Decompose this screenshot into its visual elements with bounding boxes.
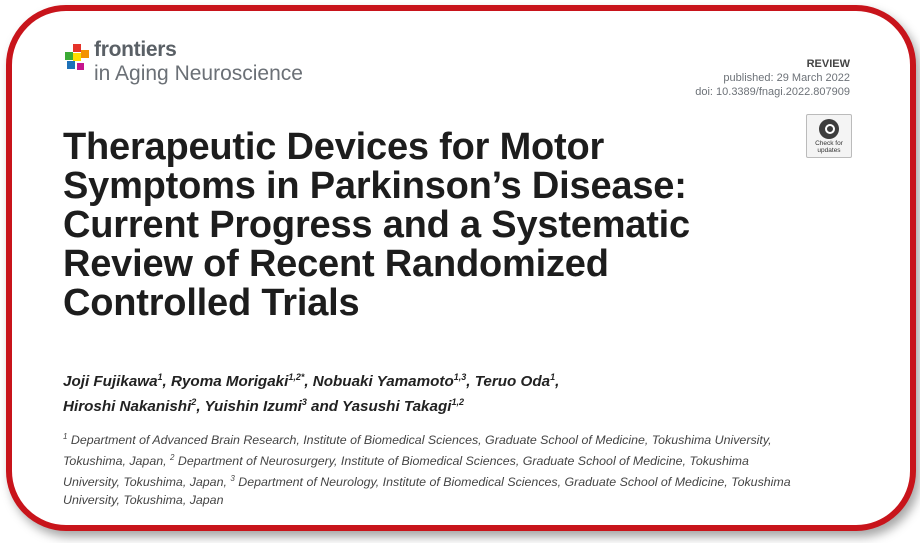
author-affiliation-marker: 1,2 — [451, 397, 464, 408]
affiliation-text: Department of Advanced Brain Research, Institute of Biomedical Sciences, Graduate School of Medicine, Tokushima University, Tokushima, Japan, — [63, 433, 772, 469]
brand-name: frontiers — [94, 38, 177, 61]
affiliation-text: Department of Neurology, Institute of Biomedical Sciences, Graduate School of Medicine, Tokushima University, Tokushima, Japan — [63, 475, 791, 508]
author-name[interactable]: Ryoma Morigaki — [171, 373, 289, 391]
frontiers-logo-icon — [64, 44, 90, 74]
doi[interactable]: doi: 10.3389/fnagi.2022.807909 — [695, 86, 850, 98]
affiliations — [63, 428, 803, 509]
author-name[interactable]: Joji Fujikawa — [63, 373, 158, 391]
author-affiliation-marker: 1 — [550, 372, 556, 382]
affiliation-marker: 2 — [170, 453, 175, 463]
author-affiliation-marker: 1,3 — [453, 372, 467, 382]
affiliation-marker: 3 — [230, 474, 235, 484]
author-affiliation-marker: 1,2* — [288, 372, 305, 382]
author-name[interactable]: Yuishin Izumi — [204, 398, 302, 416]
journal-name: in Aging Neuroscience — [94, 62, 303, 85]
author-name[interactable]: Teruo Oda — [474, 373, 551, 391]
author-name[interactable]: Hiroshi Nakanishi — [63, 398, 192, 416]
affiliation-text: Department of Neurosurgery, Institute of Biomedical Sciences, Graduate School of Medicine, Tokushima University, Tokushima, Japan, — [63, 454, 749, 490]
affiliation-marker: 1 — [63, 432, 68, 441]
article-title: Therapeutic Devices for Motor Symptoms in Parkinson’s Disease: Current Progress and a Systematic Review of Recent Randomized Controlled Trials — [63, 126, 690, 324]
article-type: REVIEW — [806, 58, 850, 70]
author-affiliation-marker: 1 — [157, 372, 163, 382]
check-updates-label: Check for updates — [815, 140, 843, 154]
author-affiliation-marker: 2 — [191, 397, 197, 408]
author-name[interactable]: Yasushi Takagi — [342, 398, 452, 416]
check-for-updates-button[interactable] — [806, 114, 852, 158]
author-name[interactable]: Nobuaki Yamamoto — [312, 373, 454, 391]
published-date: published: 29 March 2022 — [723, 72, 850, 84]
author-affiliation-marker: 3 — [301, 397, 307, 408]
check-updates-icon — [819, 119, 839, 139]
article-meta — [695, 57, 850, 99]
author-list: Joji Fujikawa$^1$, Ryoma Morigaki$^{1,2*}$, Nobuaki Yamamoto$^{1,3}$, Teruo Oda$^1$, Hiroshi Nakanishi$^2$, Yuishin Izumi$^3$ and Yasushi Takagi$^{1,2}$ — [63, 372, 560, 416]
